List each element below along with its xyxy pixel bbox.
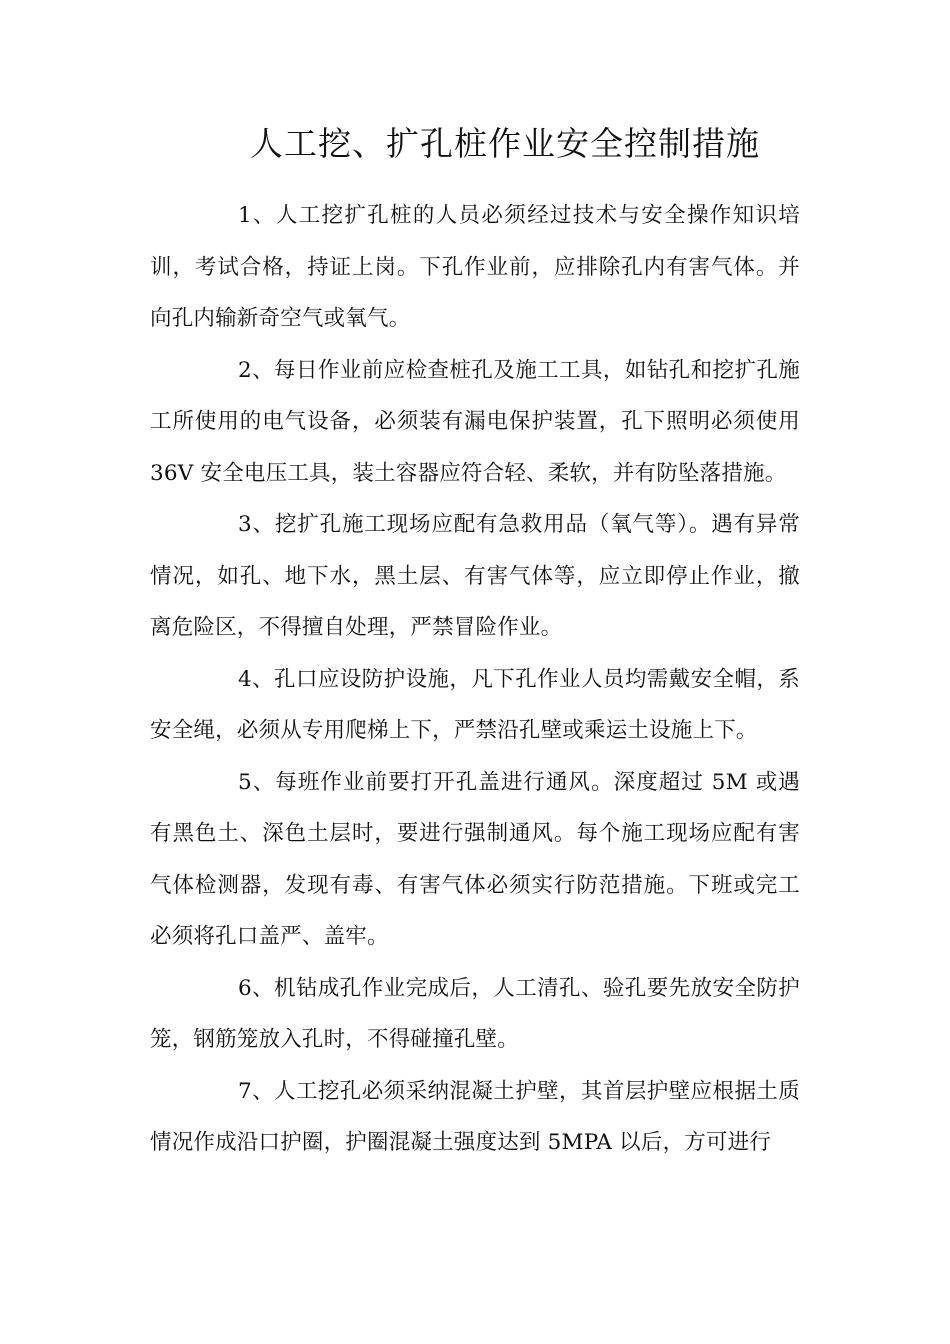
paragraph-4: 4、孔口应设防护设施，凡下孔作业人员均需戴安全帽，系安全绳，必须从专用爬梯上下，严禁沿孔壁或乘运土设施上下。 [150, 666, 800, 743]
paragraph-7: 7、人工挖孔必须采纳混凝土护壁，其首层护壁应根据土质情况作成沿口护圈，护圈混凝土强度达到 5MPA 以后，方可进行 [150, 1078, 800, 1155]
paragraph-5: 5、每班作业前要打开孔盖进行通风。深度超过 5M 或遇有黑色土、深色土层时，要进行强制通风。每个施工现场应配有害气体检测器，发现有毒、有害气体必须实行防范措施。下班或完工必须将孔口盖严、盖牢。 [150, 769, 800, 949]
document-body [150, 190, 800, 1169]
paragraph-6: 6、机钻成孔作业完成后，人工清孔、验孔要先放安全防护笼，钢筋笼放入孔时，不得碰撞孔壁。 [150, 975, 800, 1052]
paragraph-3: 3、挖扩孔施工现场应配有急救用品（氧气等）。遇有异常情况，如孔、地下水，黑土层、有害气体等，应立即停止作业，撤离危险区，不得擅自处理，严禁冒险作业。 [150, 512, 800, 640]
paragraph-2: 2、每日作业前应检查桩孔及施工工具，如钻孔和挖扩孔施工所使用的电气设备，必须装有漏电保护装置，孔下照明必须使用 36V 安全电压工具，装土容器应符合轻、柔软，并有防坠落措施。 [150, 357, 800, 486]
document-title: 人工挖、扩孔桩作业安全控制措施 [250, 124, 760, 163]
paragraph-1: 1、人工挖扩孔桩的人员必须经过技术与安全操作知识培训，考试合格，持证上岗。下孔作业前，应排除孔内有害气体。并向孔内输新奇空气或氧气。 [150, 203, 800, 331]
